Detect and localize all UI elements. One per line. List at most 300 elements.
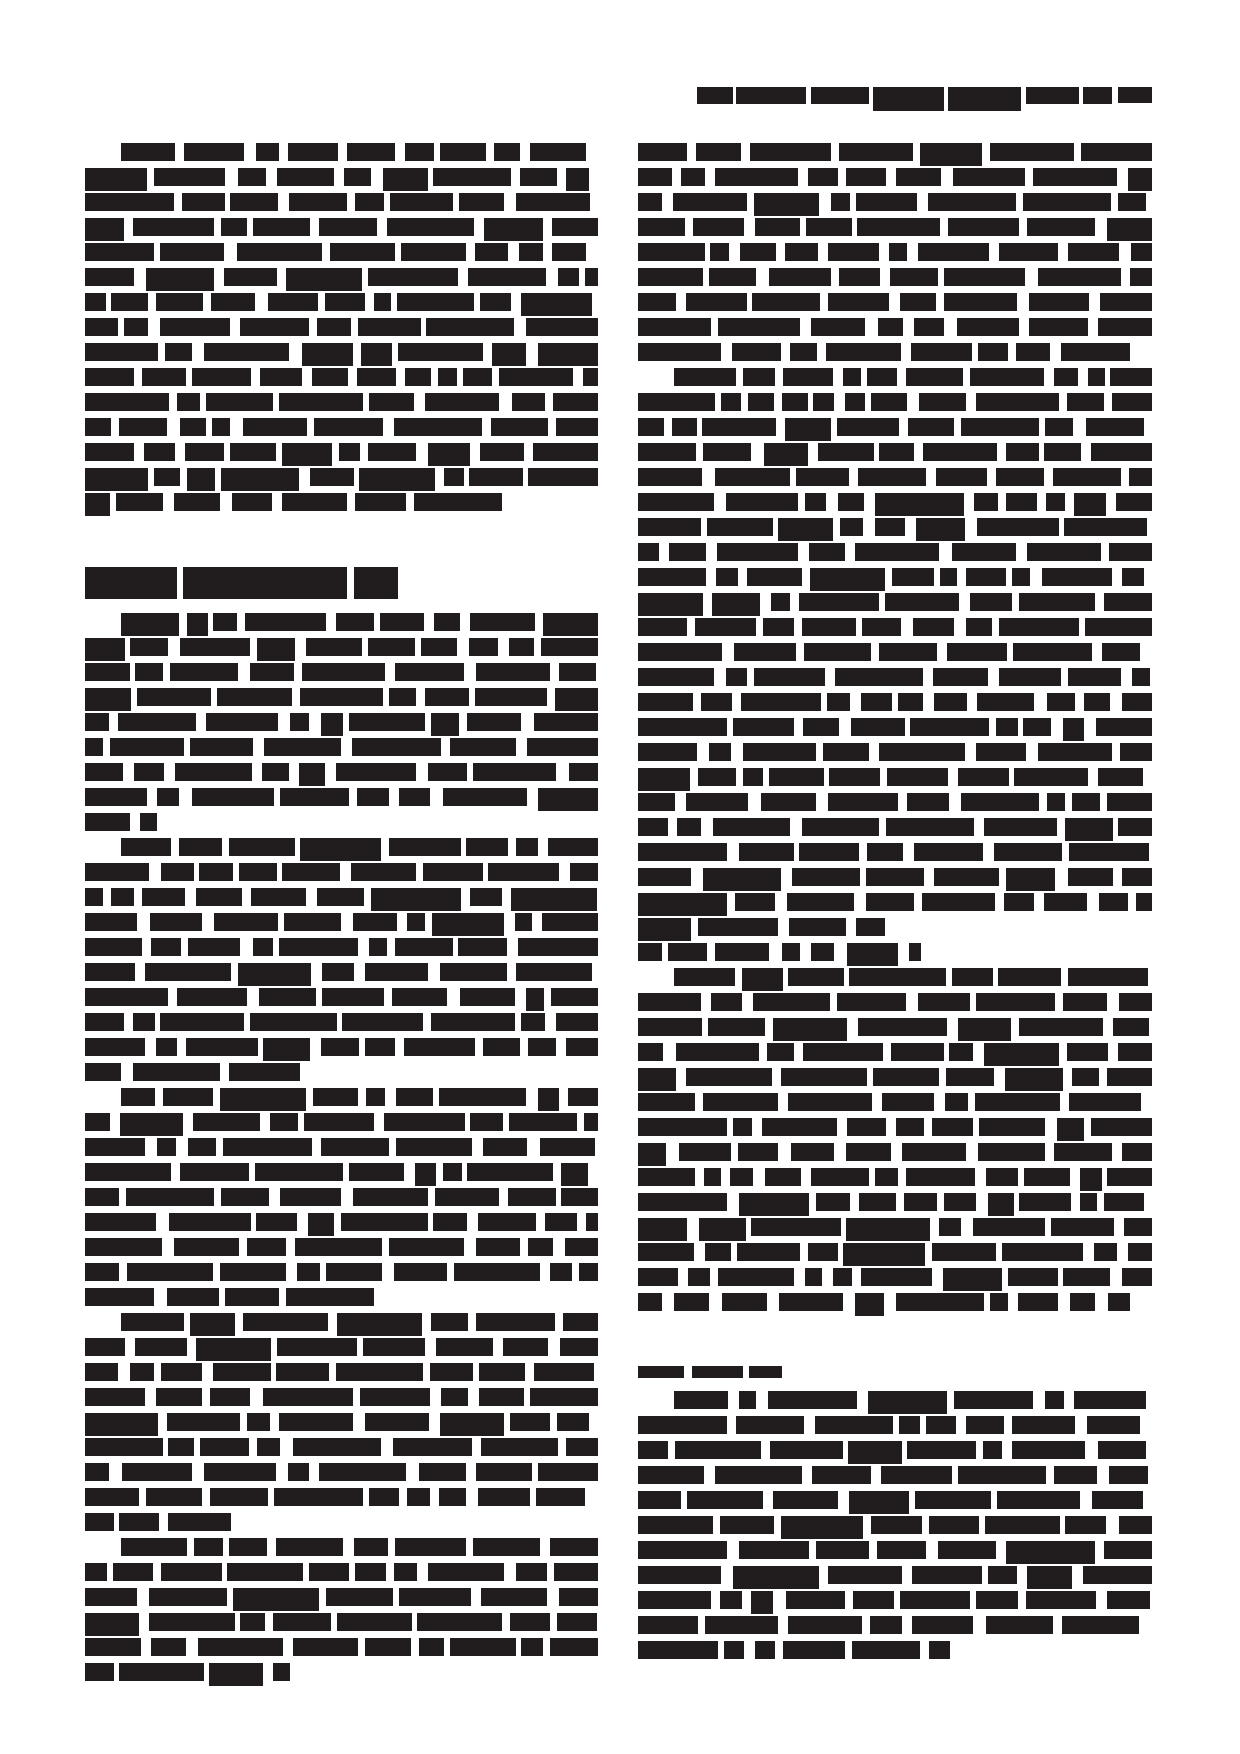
redacted-word	[428, 443, 470, 466]
redacted-word	[390, 193, 453, 211]
redacted-word	[674, 1293, 709, 1311]
redacted-text-line	[638, 468, 1152, 486]
redacted-word	[638, 1043, 663, 1061]
redacted-word	[783, 1641, 845, 1659]
redacted-word	[638, 668, 714, 686]
redacted-word	[554, 1563, 598, 1581]
redacted-word	[783, 368, 833, 386]
redacted-word	[638, 843, 727, 861]
redacted-word	[990, 143, 1074, 161]
redacted-word	[970, 368, 1044, 386]
redacted-word	[984, 1043, 1059, 1066]
redacted-word	[716, 568, 738, 586]
redacted-word	[470, 888, 502, 906]
redacted-word	[300, 688, 383, 706]
redacted-word	[466, 838, 508, 856]
redacted-word	[85, 1363, 118, 1381]
redacted-text-line	[85, 713, 598, 731]
redacted-word	[827, 693, 850, 711]
redacted-word	[563, 1313, 598, 1331]
redacted-word	[169, 1213, 251, 1231]
redacted-text-line	[638, 1391, 1152, 1409]
redacted-word	[299, 763, 325, 786]
redacted-word	[518, 938, 598, 956]
redacted-word	[1029, 318, 1088, 336]
redacted-text-line	[638, 293, 1152, 311]
redacted-word	[786, 1591, 845, 1609]
redacted-word	[1080, 1193, 1097, 1211]
redacted-word	[945, 1093, 968, 1111]
redacted-word	[263, 1038, 310, 1061]
redacted-word	[561, 1163, 588, 1186]
redacted-text-line	[85, 1638, 598, 1656]
redacted-word	[839, 268, 880, 286]
redacted-word	[264, 738, 341, 756]
redacted-word	[853, 1591, 894, 1609]
redacted-paragraph	[85, 143, 598, 511]
redacted-word	[160, 318, 230, 336]
redacted-text-line	[85, 343, 598, 361]
redacted-word	[696, 143, 741, 161]
redacted-word	[530, 143, 586, 161]
redacted-word	[638, 443, 696, 461]
redacted-word	[190, 1313, 235, 1336]
redacted-word	[211, 293, 255, 311]
redacted-text-line	[638, 593, 1152, 611]
redacted-word	[440, 143, 486, 161]
redacted-word	[999, 618, 1079, 636]
redacted-word	[220, 1088, 306, 1111]
redacted-text-line	[638, 1068, 1152, 1086]
redacted-word	[638, 768, 690, 791]
section-heading-redacted	[85, 567, 598, 599]
redacted-word	[154, 468, 180, 486]
column-left	[85, 143, 598, 1688]
redacted-word	[473, 763, 556, 781]
redacted-word	[871, 1516, 922, 1534]
redacted-word	[811, 318, 865, 336]
redacted-word	[847, 1118, 886, 1136]
redacted-word	[904, 1193, 937, 1211]
redacted-word	[737, 1243, 800, 1261]
redacted-word	[986, 1616, 1053, 1634]
redacted-word	[726, 493, 798, 511]
redacted-word	[669, 543, 706, 561]
redacted-word	[255, 1163, 343, 1181]
redacted-word	[838, 493, 864, 511]
redacted-word	[161, 863, 194, 881]
redacted-word	[336, 1363, 423, 1381]
redacted-word	[1023, 193, 1111, 211]
redacted-word	[940, 568, 957, 586]
redacted-word	[395, 663, 464, 681]
redacted-word	[85, 663, 130, 681]
redacted-word	[85, 1013, 124, 1031]
redacted-word	[1005, 1068, 1063, 1091]
redacted-text-line	[85, 863, 598, 881]
redacted-word	[638, 318, 711, 336]
redacted-word	[638, 993, 701, 1011]
redacted-text-line	[638, 1093, 1152, 1111]
redacted-word	[342, 1013, 423, 1031]
redacted-text-line	[85, 193, 598, 211]
redacted-word	[638, 1441, 668, 1459]
redacted-word	[916, 518, 965, 541]
redacted-word	[1113, 1018, 1149, 1036]
redacted-word	[920, 143, 982, 166]
redacted-text-line	[638, 243, 1152, 261]
redacted-word	[407, 1488, 430, 1506]
redacted-word	[156, 1038, 177, 1056]
redacted-word	[475, 688, 547, 706]
redacted-word	[843, 1243, 925, 1266]
redacted-word	[566, 168, 589, 191]
redacted-word	[85, 1038, 145, 1056]
redacted-word	[360, 1388, 430, 1406]
redacted-word	[469, 638, 498, 656]
redacted-word	[958, 768, 1009, 786]
redacted-word	[225, 1288, 279, 1306]
redacted-word	[938, 1541, 996, 1559]
redacted-word	[1091, 1118, 1152, 1136]
redacted-word	[1013, 643, 1092, 661]
redacted-word	[111, 293, 148, 311]
redacted-word	[858, 1018, 947, 1036]
redacted-text-line	[85, 1013, 598, 1031]
redacted-word	[781, 1068, 867, 1086]
redacted-word	[336, 763, 416, 781]
redacted-word	[1081, 143, 1152, 161]
redacted-word	[802, 818, 879, 836]
redacted-word	[846, 1143, 891, 1161]
redacted-word	[467, 713, 521, 731]
redacted-word	[541, 638, 598, 656]
redacted-word	[739, 843, 794, 861]
redacted-word	[718, 318, 800, 336]
redacted-word	[638, 1616, 698, 1634]
redacted-word	[672, 418, 697, 436]
redacted-word	[534, 713, 598, 731]
redacted-word	[230, 443, 276, 461]
redacted-word	[584, 1113, 598, 1131]
redacted-word	[736, 1416, 804, 1434]
redacted-word	[1136, 893, 1152, 911]
redacted-text-line	[638, 818, 1152, 836]
redacted-word	[120, 1113, 183, 1136]
redacted-word	[317, 888, 364, 906]
redacted-word	[470, 1113, 503, 1131]
redacted-word	[949, 1043, 973, 1061]
redacted-word	[85, 393, 169, 411]
redacted-word	[168, 1513, 231, 1531]
redacted-word	[545, 1213, 577, 1231]
redacted-word	[85, 713, 109, 731]
redacted-word	[85, 493, 110, 516]
redacted-word	[944, 293, 1017, 311]
redacted-word	[1099, 893, 1128, 911]
redacted-word	[999, 668, 1061, 686]
redacted-word	[223, 1138, 312, 1156]
redacted-word	[715, 468, 790, 486]
redacted-word	[239, 863, 277, 881]
redacted-word	[395, 1538, 466, 1556]
redacted-word	[118, 713, 196, 731]
column-gap	[638, 1318, 1152, 1366]
redacted-word	[85, 368, 134, 386]
redacted-word	[280, 788, 349, 806]
redacted-word	[986, 1168, 1018, 1186]
redacted-text-line	[85, 168, 598, 186]
redacted-text-line	[85, 763, 598, 781]
redacted-word	[308, 1213, 334, 1236]
redacted-word	[1132, 668, 1150, 686]
redacted-word	[85, 1388, 145, 1406]
redacted-word	[771, 593, 790, 611]
redacted-word	[823, 743, 869, 761]
redacted-word	[873, 87, 944, 111]
redacted-word	[186, 1038, 258, 1056]
redacted-word	[199, 863, 233, 881]
redacted-word	[1109, 1466, 1148, 1484]
redacted-word	[444, 468, 464, 486]
redacted-word	[638, 1641, 718, 1659]
redacted-word	[763, 618, 794, 636]
redacted-word	[85, 243, 154, 261]
redacted-word	[365, 1413, 429, 1431]
redacted-text-line	[638, 868, 1152, 886]
redacted-text-line	[85, 1613, 598, 1631]
redacted-word	[811, 943, 834, 961]
redacted-word	[769, 768, 824, 786]
redacted-word	[688, 1268, 710, 1286]
redacted-word	[915, 1491, 991, 1509]
redacted-word	[754, 668, 825, 686]
redacted-word	[1062, 1616, 1139, 1634]
redacted-word	[428, 763, 467, 781]
redacted-text-line	[638, 843, 1152, 861]
redacted-text-line	[85, 1288, 598, 1306]
redacted-text-line	[85, 493, 598, 511]
redacted-word	[1019, 1018, 1103, 1036]
redacted-word	[742, 968, 783, 991]
redacted-word	[907, 793, 949, 811]
redacted-word	[560, 1338, 598, 1356]
redacted-word	[1026, 1591, 1096, 1609]
text-columns	[85, 143, 1152, 1688]
redacted-word	[1122, 568, 1144, 586]
redacted-word	[932, 1118, 973, 1136]
redacted-word	[277, 1338, 357, 1356]
redacted-text-line	[638, 1168, 1152, 1186]
redacted-text-line	[638, 1466, 1152, 1484]
redacted-word	[488, 863, 559, 881]
redacted-word	[366, 1088, 385, 1106]
redacted-word	[979, 1118, 1045, 1136]
redacted-word	[1110, 368, 1152, 386]
redacted-word	[126, 1188, 214, 1206]
redacted-text-line	[85, 293, 598, 311]
redacted-word	[966, 618, 992, 636]
redacted-word	[124, 318, 148, 336]
redacted-word	[476, 1313, 555, 1331]
redacted-word	[394, 1263, 447, 1281]
redacted-word	[353, 913, 397, 931]
redacted-word	[709, 268, 756, 286]
redacted-word	[813, 393, 834, 411]
redacted-word	[999, 243, 1058, 261]
redacted-word	[891, 1043, 944, 1061]
redacted-word	[977, 693, 1034, 711]
redacted-word	[882, 1093, 934, 1111]
redacted-word	[557, 1413, 589, 1431]
redacted-word	[638, 1591, 711, 1609]
redacted-word	[359, 468, 435, 491]
redacted-word	[561, 1188, 598, 1206]
redacted-text-line	[85, 888, 598, 906]
redacted-word	[875, 493, 964, 516]
redacted-text-line	[85, 468, 598, 486]
redacted-word	[548, 838, 598, 856]
redacted-text-line	[638, 968, 1152, 986]
redacted-word	[934, 868, 999, 886]
redacted-word	[262, 763, 289, 781]
redacted-word	[743, 743, 816, 761]
redacted-word	[85, 763, 123, 781]
redacted-word	[221, 1188, 269, 1206]
redacted-word	[868, 1391, 947, 1414]
redacted-word	[705, 1616, 778, 1634]
redacted-word	[1012, 1416, 1075, 1434]
redacted-text-line	[85, 663, 598, 681]
redacted-word	[805, 493, 826, 511]
redacted-word	[668, 943, 707, 961]
redacted-word	[848, 1441, 902, 1464]
redacted-word	[302, 663, 385, 681]
redacted-word	[121, 1088, 155, 1106]
redacted-word	[321, 713, 343, 736]
redacted-word	[638, 1268, 678, 1286]
redacted-word	[167, 1288, 219, 1306]
page-number-redacted	[1118, 87, 1152, 103]
redacted-word	[263, 1388, 353, 1406]
redacted-word	[253, 938, 273, 956]
redacted-word	[887, 768, 948, 786]
redacted-word	[357, 788, 389, 806]
redacted-word	[204, 343, 289, 361]
redacted-word	[1061, 343, 1130, 361]
redacted-word	[405, 368, 431, 386]
redacted-word	[156, 1388, 202, 1406]
redacted-word	[224, 268, 277, 286]
redacted-text-line	[85, 738, 598, 756]
redacted-word	[1109, 543, 1152, 561]
redacted-word	[431, 1313, 468, 1331]
redacted-word	[739, 1541, 809, 1559]
redacted-word	[85, 788, 147, 806]
redacted-word	[565, 1238, 598, 1256]
redacted-word	[721, 393, 741, 411]
redacted-word	[638, 1566, 721, 1584]
redacted-word	[85, 1488, 139, 1506]
redacted-word	[321, 1138, 389, 1156]
redacted-word	[866, 868, 924, 886]
redacted-word	[837, 993, 906, 1011]
redacted-word	[397, 293, 474, 311]
redacted-word	[280, 1188, 341, 1206]
redacted-word	[179, 838, 222, 856]
redacted-text-line	[638, 893, 1152, 911]
redacted-word	[229, 1063, 300, 1081]
redacted-word	[638, 568, 706, 586]
redacted-word	[828, 243, 879, 261]
redacted-text-line	[85, 443, 598, 461]
redacted-word	[336, 613, 374, 631]
redacted-word	[253, 218, 310, 236]
redacted-word	[441, 1388, 468, 1406]
redacted-word	[585, 268, 598, 286]
redacted-text-line	[638, 193, 1152, 211]
redacted-word	[638, 818, 668, 836]
redacted-word	[439, 1088, 526, 1106]
redacted-word	[715, 943, 769, 961]
redacted-word	[638, 893, 727, 916]
redacted-word	[183, 567, 347, 599]
redacted-word	[773, 1018, 847, 1041]
redacted-word	[1069, 843, 1149, 861]
redacted-word	[785, 418, 831, 441]
redacted-word	[703, 1093, 778, 1111]
redacted-word	[638, 393, 715, 411]
redacted-word	[1057, 1118, 1084, 1141]
redacted-word	[157, 1138, 176, 1156]
redacted-word	[187, 468, 215, 491]
redacted-word	[828, 793, 898, 811]
redacted-word	[773, 1491, 838, 1509]
redacted-text-line	[638, 1641, 1152, 1659]
redacted-word	[351, 863, 416, 881]
redacted-word	[870, 1616, 902, 1634]
redacted-word	[450, 1638, 516, 1656]
redacted-word	[142, 888, 185, 906]
redacted-paragraph	[85, 838, 598, 1081]
redacted-text-line	[638, 1243, 1152, 1261]
redacted-word	[788, 1093, 872, 1111]
redacted-word	[85, 1638, 141, 1656]
redacted-word	[1107, 1591, 1150, 1609]
redacted-word	[792, 868, 860, 886]
redacted-word	[528, 468, 598, 486]
redacted-word	[247, 1413, 270, 1431]
redacted-word	[355, 493, 406, 511]
redacted-word	[695, 618, 756, 636]
redacted-word	[1027, 1566, 1072, 1589]
redacted-word	[1047, 693, 1075, 711]
redacted-text-line	[638, 1143, 1152, 1161]
redacted-word	[319, 218, 377, 236]
redacted-word	[638, 343, 721, 361]
redacted-word	[1129, 468, 1152, 486]
redacted-word	[638, 1093, 695, 1111]
redacted-word	[85, 1588, 137, 1606]
redacted-word	[245, 613, 326, 631]
redacted-word	[184, 143, 244, 161]
redacted-word	[839, 143, 913, 161]
redacted-word	[818, 443, 874, 461]
redacted-word	[914, 318, 944, 336]
redacted-word	[638, 1366, 684, 1378]
redacted-word	[896, 1118, 924, 1136]
redacted-word	[121, 143, 175, 161]
